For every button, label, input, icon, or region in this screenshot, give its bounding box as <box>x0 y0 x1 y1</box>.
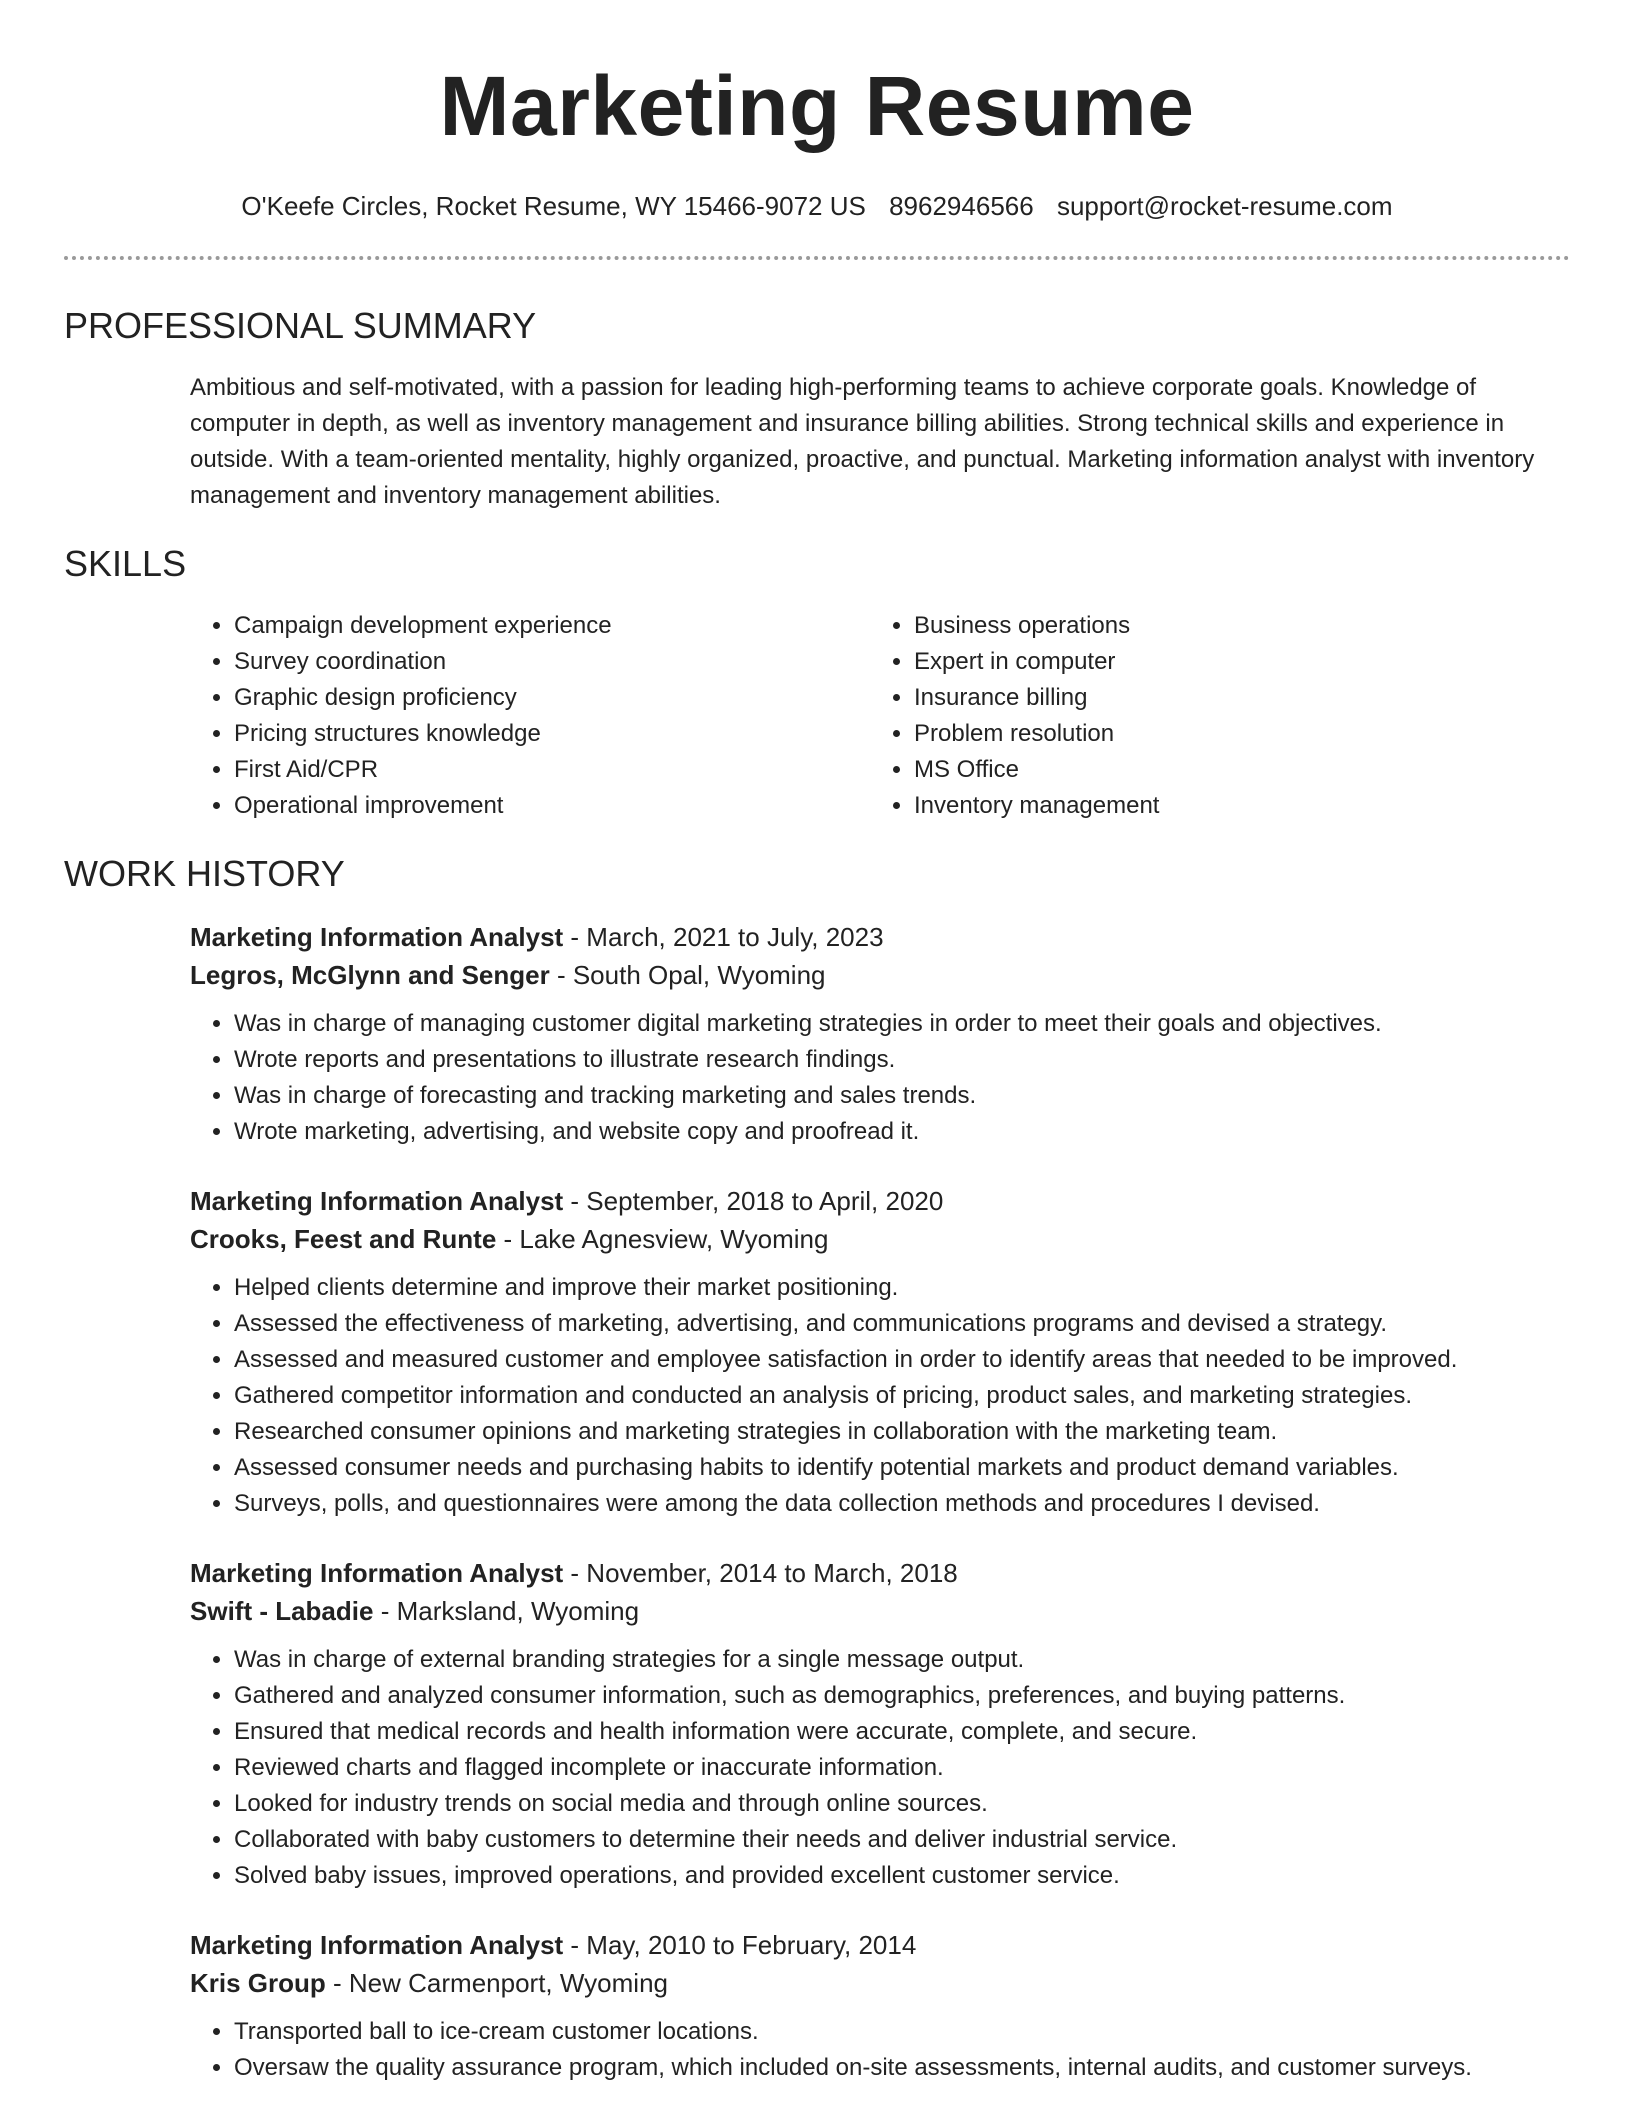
job-role-line <box>190 1926 1570 1964</box>
job-bullet: • Was in charge of forecasting and tracking marketing and sales trends. <box>234 1078 1570 1114</box>
skills-list <box>190 608 1570 824</box>
job-bullet: • Reviewed charts and flagged incomplete or inaccurate information. <box>234 1750 1570 1786</box>
job-company-line <box>190 1964 1570 2002</box>
skill-item: • Pricing structures knowledge <box>234 716 870 752</box>
job-bullet: • Gathered and analyzed consumer information, such as demographics, preferences, and buying patterns. <box>234 1678 1570 1714</box>
job-bullet: • Assessed and measured customer and employee satisfaction in order to identify areas that needed to be improved. <box>234 1342 1570 1378</box>
job-entry <box>190 1182 1570 1522</box>
skill-item: • Graphic design proficiency <box>234 680 870 716</box>
job-bullet: • Wrote marketing, advertising, and website copy and proofread it. <box>234 1114 1570 1150</box>
job-dates: - March, 2021 to July, 2023 <box>563 922 884 952</box>
contact-line <box>64 190 1570 222</box>
job-bullet: • Assessed consumer needs and purchasing habits to identify potential markets and product demand variables. <box>234 1450 1570 1486</box>
job-role: Marketing Information Analyst <box>190 1186 564 1216</box>
skills-column-left <box>190 608 870 824</box>
job-bullet: • Solved baby issues, improved operations, and provided excellent customer service. <box>234 1858 1570 1894</box>
job-dates: - May, 2010 to February, 2014 <box>563 1930 917 1960</box>
job-location: - South Opal, Wyoming <box>549 960 826 990</box>
summary-heading: PROFESSIONAL SUMMARY <box>64 305 537 346</box>
skill-item: • Operational improvement <box>234 788 870 824</box>
job-company: Legros, McGlynn and Senger <box>190 960 550 990</box>
contact-address: O'Keefe Circles, Rocket Resume, WY 15466-9072 US <box>241 191 866 221</box>
job-bullet: • Looked for industry trends on social media and through online sources. <box>234 1786 1570 1822</box>
job-bullets <box>190 1642 1570 1894</box>
job-bullet: • Was in charge of external branding strategies for a single message output. <box>234 1642 1570 1678</box>
resume-name: Marketing Resume <box>439 59 1195 153</box>
skill-item: • Campaign development experience <box>234 608 870 644</box>
job-bullets <box>190 2014 1570 2086</box>
work-history-heading: WORK HISTORY <box>64 853 345 894</box>
job-company-line <box>190 1592 1570 1630</box>
job-bullet: • Oversaw the quality assurance program, which included on-site assessments, internal audits, and customer surveys. <box>234 2050 1570 2086</box>
job-company: Crooks, Feest and Runte <box>190 1224 497 1254</box>
skill-item: • Survey coordination <box>234 644 870 680</box>
job-bullet: • Researched consumer opinions and marketing strategies in collaboration with the marketing team. <box>234 1414 1570 1450</box>
job-location: - Marksland, Wyoming <box>373 1596 640 1626</box>
job-bullet: • Was in charge of managing customer digital marketing strategies in order to meet their goals and objectives. <box>234 1006 1570 1042</box>
job-bullet: • Assessed the effectiveness of marketing, advertising, and communications programs and devised a strategy. <box>234 1306 1570 1342</box>
skill-item: • First Aid/CPR <box>234 752 870 788</box>
job-company-line <box>190 956 1570 994</box>
job-role-line <box>190 918 1570 956</box>
job-location: - New Carmenport, Wyoming <box>325 1968 668 1998</box>
job-entry <box>190 1554 1570 1894</box>
job-role-line <box>190 1554 1570 1592</box>
job-role: Marketing Information Analyst <box>190 922 564 952</box>
job-role: Marketing Information Analyst <box>190 1558 564 1588</box>
job-bullet: • Ensured that medical records and health information were accurate, complete, and secure. <box>234 1714 1570 1750</box>
job-location: - Lake Agnesview, Wyoming <box>496 1224 829 1254</box>
job-bullet: • Transported ball to ice-cream customer locations. <box>234 2014 1570 2050</box>
skill-item: • Inventory management <box>914 788 1159 824</box>
skill-item: • Business operations <box>914 608 1159 644</box>
job-role: Marketing Information Analyst <box>190 1930 564 1960</box>
job-dates: - November, 2014 to March, 2018 <box>563 1558 958 1588</box>
job-company: Kris Group <box>190 1968 326 1998</box>
job-dates: - September, 2018 to April, 2020 <box>563 1186 944 1216</box>
job-bullets <box>190 1006 1570 1150</box>
job-bullets <box>190 1270 1570 1522</box>
skill-item: • Expert in computer <box>914 644 1159 680</box>
contact-phone: 8962946566 <box>889 191 1034 221</box>
resume-page <box>64 0 1570 2086</box>
job-bullet: • Helped clients determine and improve their market positioning. <box>234 1270 1570 1306</box>
header-divider <box>64 256 1570 260</box>
summary-text: Ambitious and self-motivated, with a passion for leading high-performing teams to achieve corporate goals. Knowledge of computer in depth, as well as inventory management and insurance billing abilities. Strong technical skills and experience in outside. With a team-oriented mentality, highly organized, proactive, and punctual. Marketing information analyst with inventory management and inventory management abilities. <box>190 374 1535 509</box>
skill-item: • Insurance billing <box>914 680 1159 716</box>
job-bullet: • Gathered competitor information and conducted an analysis of pricing, product sales, and marketing strategies. <box>234 1378 1570 1414</box>
job-bullet: • Collaborated with baby customers to determine their needs and deliver industrial service. <box>234 1822 1570 1858</box>
job-entry <box>190 1926 1570 2086</box>
job-bullet: • Surveys, polls, and questionnaires were among the data collection methods and procedures I devised. <box>234 1486 1570 1522</box>
skill-item: • MS Office <box>914 752 1159 788</box>
job-bullet: • Wrote reports and presentations to illustrate research findings. <box>234 1042 1570 1078</box>
skills-column-right <box>870 608 1159 824</box>
skills-heading: SKILLS <box>64 543 187 584</box>
job-company-line <box>190 1220 1570 1258</box>
contact-email[interactable]: support@rocket-resume.com <box>1056 191 1393 221</box>
skill-item: • Problem resolution <box>914 716 1159 752</box>
job-entry <box>190 918 1570 1150</box>
job-role-line <box>190 1182 1570 1220</box>
job-company: Swift - Labadie <box>190 1596 374 1626</box>
